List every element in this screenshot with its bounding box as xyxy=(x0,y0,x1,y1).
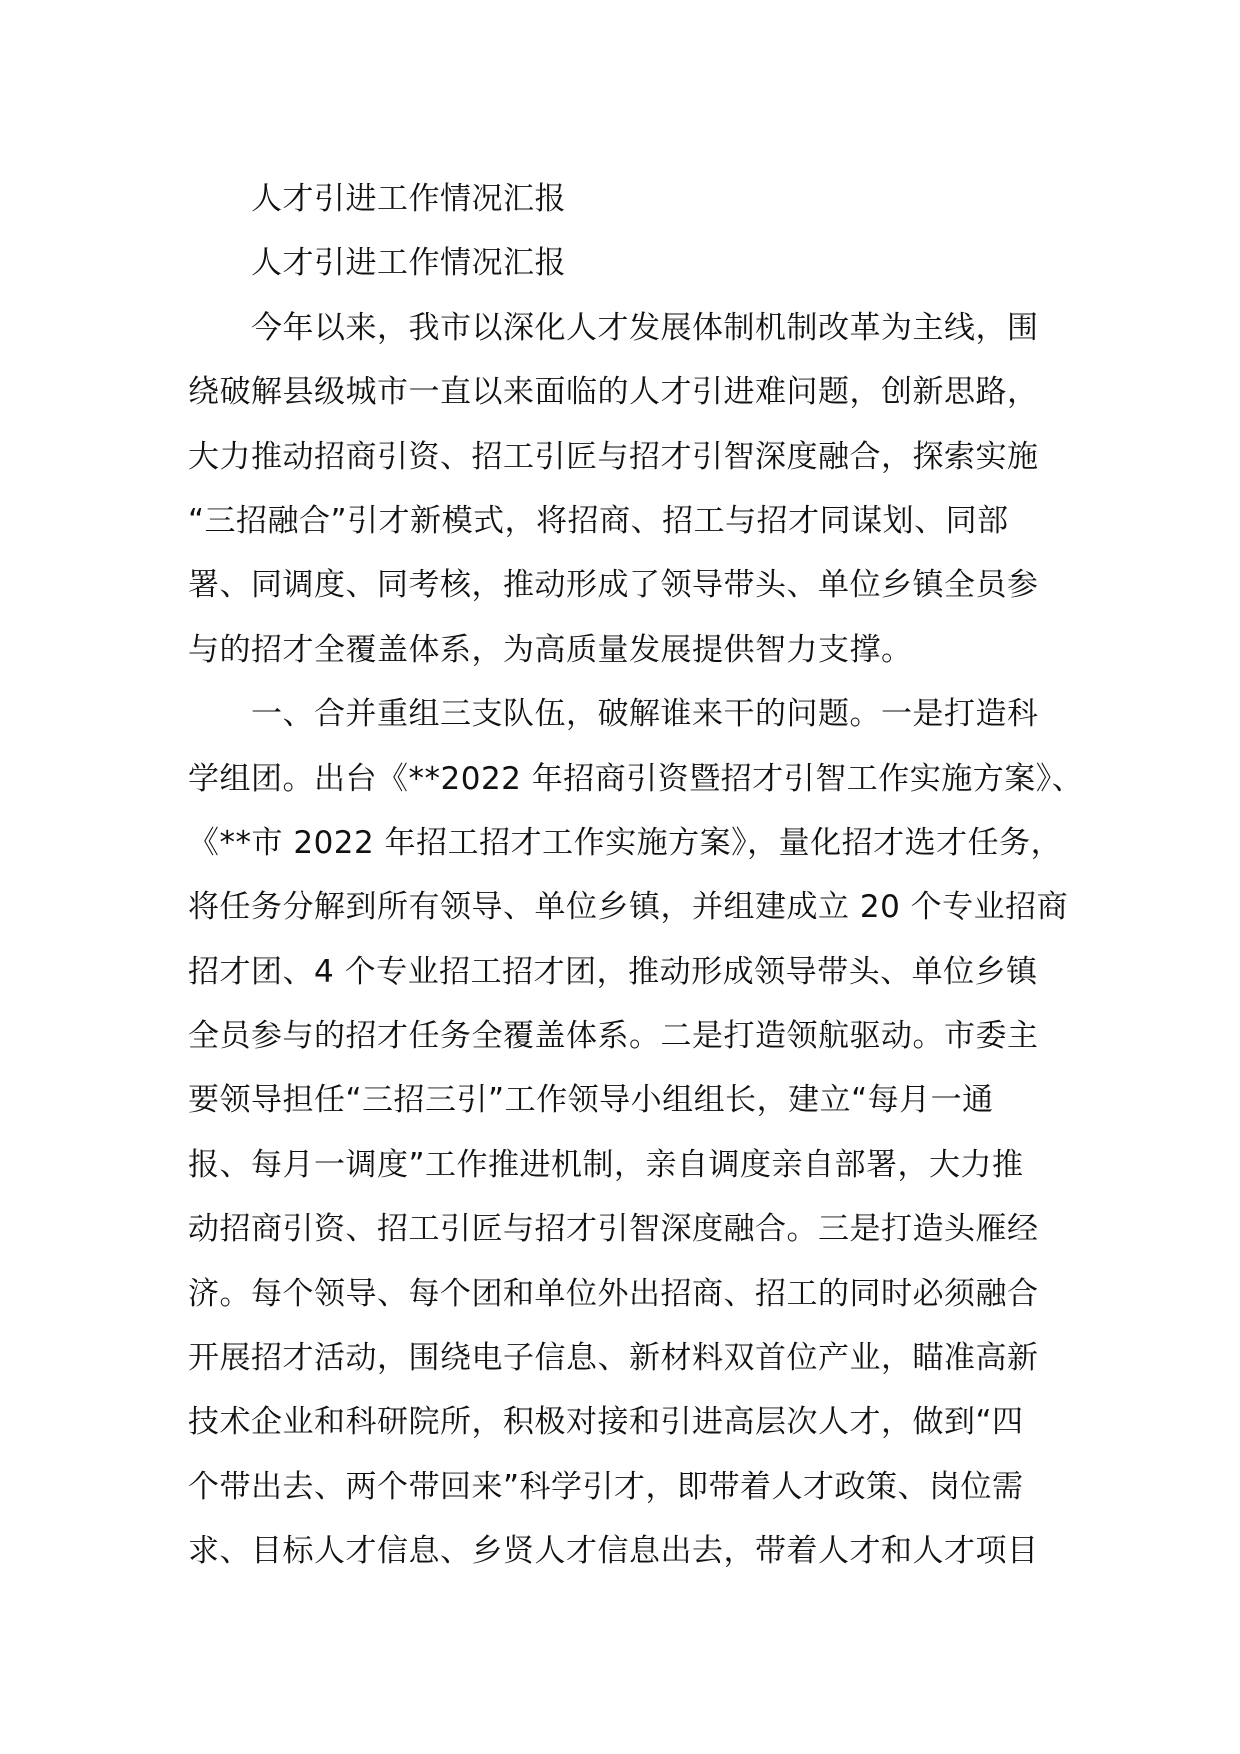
text-line: 大力推动招商引资、招工引匠与招才引智深度融合，探索实施 xyxy=(188,438,1039,475)
text-line: 要领导担任“三招三引”工作领导小组组长，建立“每月一通 xyxy=(188,1082,994,1119)
text-line: 学组团。出台《**2022 年招商引资暨招才引智工作实施方案》、 xyxy=(188,760,1084,797)
text-line: 招才团、4 个专业招工招才团，推动形成领导带头、单位乡镇 xyxy=(188,953,1038,990)
text-line: 个带出去、两个带回来”科学引才，即带着人才政策、岗位需 xyxy=(188,1468,1024,1505)
document-body xyxy=(188,167,1084,1584)
document-subtitle: 人才引进工作情况汇报 xyxy=(251,245,566,282)
text-line: 全员参与的招才任务全覆盖体系。二是打造领航驱动。市委主 xyxy=(188,1018,1039,1055)
text-line: 今年以来，我市以深化人才发展体制机制改革为主线，围 xyxy=(251,309,1039,346)
text-line: 绕破解县级城市一直以来面临的人才引进难问题，创新思路， xyxy=(188,374,1039,411)
text-line: 一、合并重组三支队伍，破解谁来干的问题。一是打造科 xyxy=(251,696,1039,733)
text-line: 《**市 2022 年招工招才工作实施方案》，量化招才选才任务， xyxy=(188,824,1063,861)
text-line: 报、每月一调度”工作推进机制，亲自调度亲自部署，大力推 xyxy=(188,1146,1024,1183)
document-title: 人才引进工作情况汇报 xyxy=(251,181,566,217)
text-line: 济。每个领导、每个团和单位外出招商、招工的同时必须融合 xyxy=(188,1275,1039,1312)
text-line: 技术企业和科研院所，积极对接和引进高层次人才，做到“四 xyxy=(188,1404,1024,1441)
text-line: 与的招才全覆盖体系，为高质量发展提供智力支撑。 xyxy=(188,631,913,668)
text-line: 开展招才活动，围绕电子信息、新材料双首位产业，瞄准高新 xyxy=(188,1340,1039,1377)
text-line: 动招商引资、招工引匠与招才引智深度融合。三是打造头雁经 xyxy=(188,1211,1039,1248)
text-line: 求、目标人才信息、乡贤人才信息出去，带着人才和人才项目 xyxy=(188,1533,1039,1570)
text-line: 署、同调度、同考核，推动形成了领导带头、单位乡镇全员参 xyxy=(188,567,1039,604)
text-line: “三招融合”引才新模式，将招商、招工与招才同谋划、同部 xyxy=(188,502,1009,539)
text-line: 将任务分解到所有领导、单位乡镇，并组建成立 20 个专业招商 xyxy=(188,889,1069,926)
